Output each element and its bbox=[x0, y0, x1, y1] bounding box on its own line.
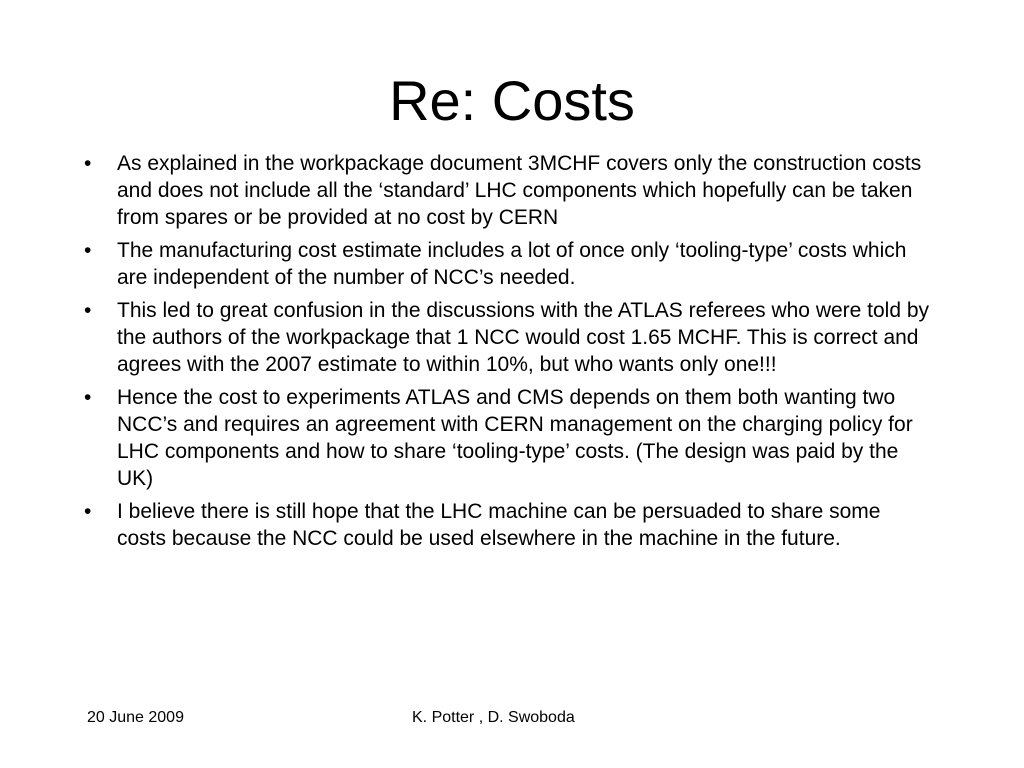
bullet-item bbox=[84, 297, 934, 378]
bullet-text: This led to great confusion in the discussions with the ATLAS referees who were told by the authors of the workpackage that 1 NCC would cost 1.65 MCHF. This is correct and agrees with the 2007 estimate to within 10%, but who wants only one!!! bbox=[117, 299, 930, 376]
bullet-dot-icon: • bbox=[84, 500, 92, 523]
bullet-list bbox=[84, 150, 934, 558]
bullet-text: I believe there is still hope that the LHC machine can be persuaded to share some costs because the NCC could be used elsewhere in the machine in the future. bbox=[117, 500, 881, 550]
bullet-dot-icon: • bbox=[84, 299, 92, 322]
bullet-text: As explained in the workpackage document 3MCHF covers only the construction costs and does not include all the ‘standard’ LHC components which hopefully can be taken from spares or be provided at no cost by CERN bbox=[117, 152, 922, 229]
bullet-text: Hence the cost to experiments ATLAS and CMS depends on them both wanting two NCC’s and requires an agreement with CERN management on the charging policy for LHC components and how to share ‘tooling-type’ costs. (The design was paid by the UK) bbox=[117, 386, 913, 490]
bullet-dot-icon: • bbox=[84, 386, 92, 409]
bullet-item bbox=[84, 384, 934, 492]
bullet-dot-icon: • bbox=[84, 152, 92, 175]
bullet-item bbox=[84, 237, 934, 291]
bullet-item bbox=[84, 150, 934, 231]
slide-title: Re: Costs bbox=[389, 69, 635, 132]
bullet-item bbox=[84, 498, 934, 552]
bullet-text: The manufacturing cost estimate includes a lot of once only ‘tooling-type’ costs which are independent of the number of NCC’s needed. bbox=[117, 239, 907, 289]
footer-authors: K. Potter , D. Swoboda bbox=[412, 709, 575, 726]
footer-date: 20 June 2009 bbox=[87, 709, 184, 726]
bullet-dot-icon: • bbox=[84, 239, 92, 262]
